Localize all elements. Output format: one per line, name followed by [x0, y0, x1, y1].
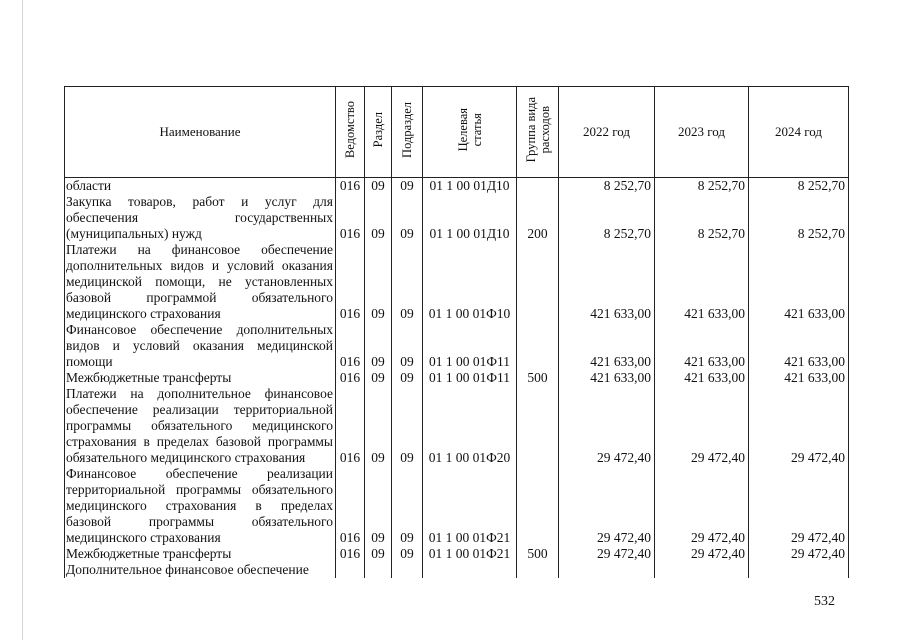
- cell-y2024: 29 472,40: [749, 466, 849, 546]
- cell-y2022: 8 252,70: [559, 194, 655, 242]
- cell-dept: 016: [336, 178, 365, 195]
- cell-target: 01 1 00 01Д10: [423, 194, 517, 242]
- header-2024: 2024 год: [749, 87, 849, 178]
- cell-y2023: 421 633,00: [655, 242, 749, 322]
- cell-target: 01 1 00 01Д10: [423, 178, 517, 195]
- table-row: [65, 386, 849, 466]
- header-expense-group: [517, 87, 559, 178]
- cell-name: Платежи на дополнительное финансовое обеспечение реализации территориальной программы обязательного медицинского страхования в пределах базовой программы обязательного медицинского страхования: [65, 386, 336, 466]
- cell-group: 500: [517, 546, 559, 562]
- cell-subsection: 09: [392, 386, 423, 466]
- header-2022: 2022 год: [559, 87, 655, 178]
- cell-section: 09: [365, 386, 392, 466]
- header-target-label: Целевая статья: [455, 108, 484, 152]
- cell-y2024: 421 633,00: [749, 322, 849, 370]
- cell-name: Платежи на финансовое обеспечение дополнительных видов и условий оказания медицинской помощи, не установленных базовой программой обязательного медицинского страхования: [65, 242, 336, 322]
- cell-dept: 016: [336, 370, 365, 386]
- cell-y2022: 421 633,00: [559, 242, 655, 322]
- cell-target: 01 1 00 01Ф11: [423, 370, 517, 386]
- cell-section: 09: [365, 178, 392, 195]
- table-row: [65, 370, 849, 386]
- header-target: [423, 87, 517, 178]
- cell-dept: 016: [336, 466, 365, 546]
- cell-y2022: 421 633,00: [559, 322, 655, 370]
- cell-y2023: 8 252,70: [655, 194, 749, 242]
- cell-section: 09: [365, 242, 392, 322]
- cell-group: 500: [517, 370, 559, 386]
- cell-y2023: 8 252,70: [655, 178, 749, 195]
- cell-subsection: 09: [392, 546, 423, 562]
- cell-name: Финансовое обеспечение дополнительных видов и условий оказания медицинской помощи: [65, 322, 336, 370]
- cell-dept: 016: [336, 242, 365, 322]
- cell-y2024: 8 252,70: [749, 194, 849, 242]
- cell-dept: 016: [336, 322, 365, 370]
- cell-y2022: 8 252,70: [559, 178, 655, 195]
- header-dept: [336, 87, 365, 178]
- cell-dept: 016: [336, 194, 365, 242]
- cell-y2022: 29 472,40: [559, 546, 655, 562]
- cell-target: 01 1 00 01Ф21: [423, 546, 517, 562]
- table-row: [65, 242, 849, 322]
- cell-group: [517, 466, 559, 546]
- page-number: 532: [814, 594, 835, 609]
- budget-table: [64, 86, 849, 578]
- cell-y2023: 421 633,00: [655, 370, 749, 386]
- cell-subsection: 09: [392, 322, 423, 370]
- cell-section: [365, 562, 392, 578]
- cell-section: 09: [365, 466, 392, 546]
- cell-y2023: [655, 562, 749, 578]
- cell-y2024: 421 633,00: [749, 370, 849, 386]
- table-row: [65, 322, 849, 370]
- cell-subsection: 09: [392, 466, 423, 546]
- header-row: [65, 87, 849, 178]
- header-subsection-label: Подраздел: [400, 102, 414, 158]
- cell-y2022: 29 472,40: [559, 386, 655, 466]
- cell-subsection: [392, 562, 423, 578]
- cell-y2022: [559, 562, 655, 578]
- cell-subsection: 09: [392, 178, 423, 195]
- cell-group: [517, 386, 559, 466]
- cell-target: 01 1 00 01Ф20: [423, 386, 517, 466]
- cell-group: [517, 178, 559, 195]
- cell-target: [423, 562, 517, 578]
- cell-y2023: 29 472,40: [655, 386, 749, 466]
- header-subsection: [392, 87, 423, 178]
- cell-y2022: 29 472,40: [559, 466, 655, 546]
- header-2023: 2023 год: [655, 87, 749, 178]
- cell-name: Финансовое обеспечение реализации территориальной программы обязательного медицинского страхования в пределах базовой программы обязательного медицинского страхования: [65, 466, 336, 546]
- cell-section: 09: [365, 546, 392, 562]
- cell-name: области: [65, 178, 336, 195]
- cell-y2023: 29 472,40: [655, 546, 749, 562]
- cell-dept: [336, 562, 365, 578]
- cell-group: [517, 242, 559, 322]
- cell-group: [517, 322, 559, 370]
- cell-y2023: 29 472,40: [655, 466, 749, 546]
- cell-name: Межбюджетные трансферты: [65, 370, 336, 386]
- table-row: [65, 194, 849, 242]
- header-section-label: Раздел: [371, 112, 385, 148]
- header-section: [365, 87, 392, 178]
- cell-y2024: 8 252,70: [749, 178, 849, 195]
- cell-y2024: 421 633,00: [749, 242, 849, 322]
- cell-group: 200: [517, 194, 559, 242]
- cell-section: 09: [365, 370, 392, 386]
- cell-subsection: 09: [392, 194, 423, 242]
- cell-group: [517, 562, 559, 578]
- cell-y2023: 421 633,00: [655, 322, 749, 370]
- cell-section: 09: [365, 322, 392, 370]
- cell-target: 01 1 00 01Ф21: [423, 466, 517, 546]
- table-row: [65, 178, 849, 195]
- cell-subsection: 09: [392, 242, 423, 322]
- cell-y2024: [749, 562, 849, 578]
- cell-name: Межбюджетные трансферты: [65, 546, 336, 562]
- header-expense-group-label: Группа вида расходов: [523, 97, 552, 163]
- cell-target: 01 1 00 01Ф11: [423, 322, 517, 370]
- table-row: [65, 546, 849, 562]
- cell-name: Закупка товаров, работ и услуг для обеспечения государственных (муниципальных) нужд: [65, 194, 336, 242]
- table-row: [65, 562, 849, 578]
- cell-y2024: 29 472,40: [749, 386, 849, 466]
- cell-y2022: 421 633,00: [559, 370, 655, 386]
- cell-subsection: 09: [392, 370, 423, 386]
- cell-section: 09: [365, 194, 392, 242]
- cell-dept: 016: [336, 546, 365, 562]
- cell-name: Дополнительное финансовое обеспечение: [65, 562, 336, 578]
- cell-target: 01 1 00 01Ф10: [423, 242, 517, 322]
- cell-y2024: 29 472,40: [749, 546, 849, 562]
- table-row: [65, 466, 849, 546]
- cell-dept: 016: [336, 386, 365, 466]
- header-dept-label: Ведомство: [343, 101, 357, 159]
- header-name: Наименование: [65, 87, 336, 178]
- page-edge-line: [22, 0, 23, 640]
